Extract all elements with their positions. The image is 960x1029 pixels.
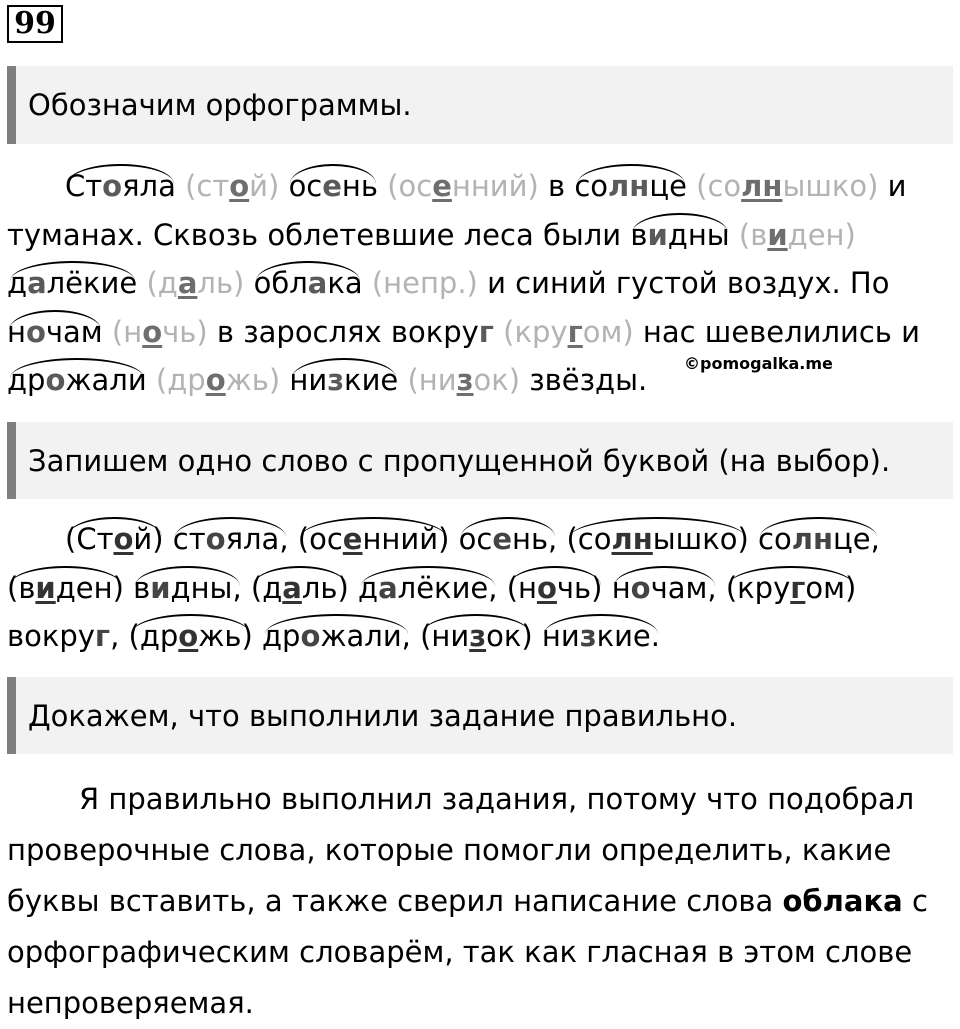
word-arc: видны [630,211,729,260]
check-word: (солнышко) [566,515,748,564]
word-arc: низкие [289,356,398,405]
text-line: проверочные слова, которые помогли определить, какие [7,833,892,867]
word-arc: ночам, [612,564,717,613]
text-line: буквы вставить, а также сверил написание слова облака с [7,884,928,918]
text-line: ночам (ночь) в зарослях вокруг (кругом) нас шевелились и [7,308,953,357]
word-arc: стояла, [173,515,289,564]
check-word: (Стой) [65,515,164,564]
check-word: (виден) [738,217,856,252]
check-word: (виден) [7,564,124,613]
check-word: (кругом) [726,564,857,613]
bold-word: облака [782,884,903,918]
word-arc: Стояла [65,162,176,211]
word-arc: далёкие [7,259,137,308]
check-word: (солнышко) [696,169,879,203]
word-arc: дрожали [7,356,147,405]
text-line [7,515,953,564]
text-line: дрожали (дрожь) низкие (низок) звёзды. [7,356,953,405]
word-arc: видны, [133,564,242,613]
heading-text: Обозначим орфограммы. [28,88,412,122]
text-line: Я правильно выполнил задания, потому что подобрал [79,782,915,816]
heading-mark-spellings [7,66,953,144]
check-word: (непр.) [371,266,478,300]
task-number: 99 [7,5,63,43]
text-line [7,612,953,661]
text-line: далёкие (даль) облака (непр.) и синий густой воздух. По [7,259,953,308]
section-proof [7,774,953,1029]
text-line: непроверяемая. [7,986,254,1020]
check-word: (кругом) [503,314,634,349]
text-line: туманах. Сквозь облетевшие леса были видны (виден) [7,211,953,260]
check-word: (дрожь) [155,363,281,397]
heading-prove [7,677,953,754]
heading-text: Докажем, что выполнили задание правильно. [28,698,738,733]
heading-text: Запишем одно слово с пропущенной буквой (на выбор). [28,443,891,478]
check-word: (даль) [146,266,245,300]
check-word: (даль) [251,564,349,613]
watermark: ©pomogalka.me [684,354,833,373]
check-word: (дрожь) [129,612,253,661]
section-word-pairs [7,515,953,661]
check-word: (низок) [407,363,521,397]
word-arc: дрожали, [262,612,411,661]
word-arc: солнце [574,162,687,211]
word-arc: осень, [459,515,558,564]
word-arc: низкие. [542,612,660,661]
check-word: (ночь) [111,314,208,349]
check-word: (ночь) [507,564,603,613]
text-line: Стояла (стой) осень (осенний) в солнце (солнышко) и [7,162,953,211]
check-word: (низок) [420,612,533,661]
check-word: (стой) [185,169,280,203]
word-arc: облака [254,259,363,308]
word-arc: далёкие, [358,564,497,613]
check-word: (осенний) [298,515,450,564]
word-arc: ночам [7,308,103,357]
word-arc: солнце, [758,515,880,564]
text-line: орфографическим словарём, так как гласная в этом слове [7,935,913,969]
text-line [7,564,953,613]
check-word: (осенний) [387,169,539,203]
heading-write-words [7,422,953,499]
word-arc: осень [289,162,378,211]
word: вокруг, [7,619,120,653]
